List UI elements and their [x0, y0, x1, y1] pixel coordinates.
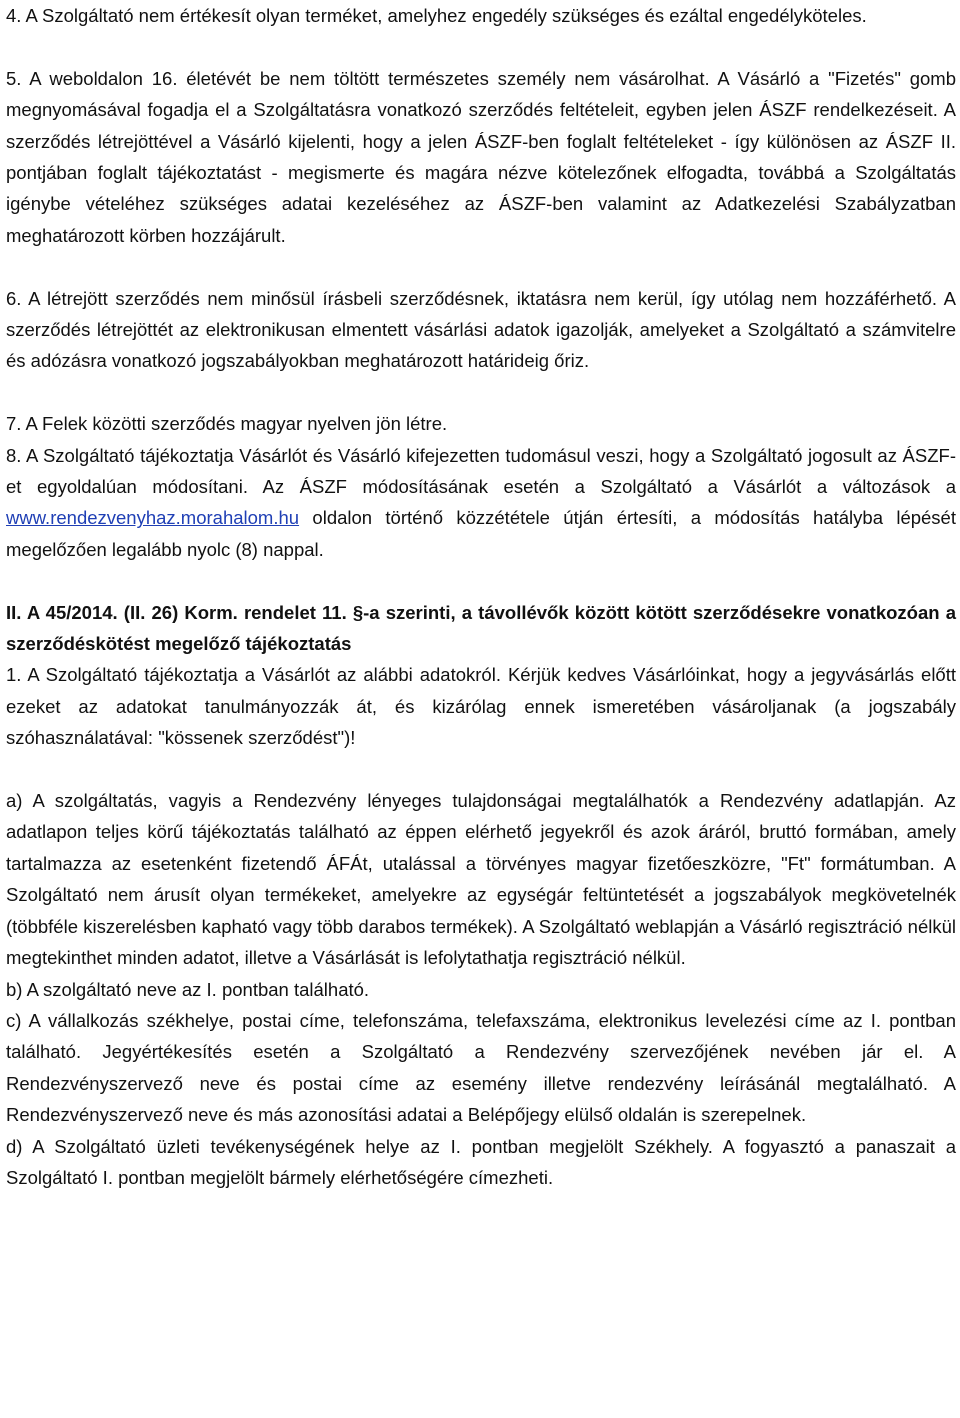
- clause-6: 6. A létrejött szerződés nem minősül írásbeli szerződésnek, iktatásra nem kerül, így utólag nem hozzáférhető. A szerződés létrejöttét az elektronikusan elmentett vásárlási adatok igazolják, amelyeket a Szolgáltató a számvitelre és adózásra vonatkozó jogszabályokban meghatározott határideig őriz.: [6, 287, 956, 372]
- paragraph-gap: [6, 31, 956, 62]
- paragraph-gap: [6, 251, 956, 282]
- paragraph-gap: [6, 754, 956, 785]
- paragraph-gap: [6, 377, 956, 408]
- section-item-a: a) A szolgáltatás, vagyis a Rendezvény lényeges tulajdonságai megtalálhatók a Rendezvény adatlapján. Az adatlapon teljes körű tájékoztatás található az éppen elérhető jegyekről és azok áráról, bruttó formában, amely tartalmazza az esetenként fizetendő ÁFÁt, utalással a törvényes magyar fizetőeszközre, "Ft" formátumban. A Szolgáltató nem árusít olyan termékeket, amelyekre az egységár feltüntetését a jogszabályok megkövetelnék (többféle kiszerelésben kapható vagy több darabos termékek). A Szolgáltató weblapján a Vásárló regisztráció nélkül megtekinthet minden adatot, illetve a Vásárlását is lefolytathatja regisztráció nélkül.: [6, 790, 956, 969]
- paragraph-gap: [6, 565, 956, 596]
- clause-8: [6, 440, 956, 566]
- section-item-c: c) A vállalkozás székhelye, postai címe, telefonszáma, telefaxszáma, elektronikus levelezési címe az I. pontban található. Jegyértékesítés esetén a Szolgáltató a Rendezvény szervezőjének nevében jár el. A Rendezvényszervező neve és postai címe az esemény illetve rendezvény leírásánál megtalálható. A Rendezvényszervező neve és más azonosítási adatai a Belépőjegy elülső oldalán is szerepelnek.: [6, 1009, 956, 1126]
- clause-8-text-before: 8. A Szolgáltató tájékoztatja Vásárlót és Vásárló kifejezetten tudomásul veszi, hogy a Szolgáltató jogosult az ÁSZF-et egyoldalúan módosítani. Az ÁSZF módosításának esetén a Szolgáltató a Vásárlót a változások a: [6, 444, 956, 498]
- section-item-1: 1. A Szolgáltató tájékoztatja a Vásárlót az alábbi adatokról. Kérjük kedves Vásárlóinkat, hogy a jegyvásárlás előtt ezeket az adatokat tanulmányozzák át, és kizárólag ennek ismeretében vásároljanak (a jogszabály szóhasználatával: "kössenek szerződést")!: [6, 664, 956, 749]
- section-item-d: d) A Szolgáltató üzleti tevékenységének helye az I. pontban megjelölt Székhely. A fogyasztó a panaszait a Szolgáltató I. pontban megjelölt bármely elérhetőségére címezheti.: [6, 1135, 956, 1188]
- section-heading: II. A 45/2014. (II. 26) Korm. rendelet 11. §-a szerinti, a távollévők között kötött szerződésekre vonatkozóan a szerződéskötést megelőző tájékoztatás: [6, 601, 956, 655]
- document-body: [6, 0, 956, 1193]
- section-item-b: b) A szolgáltató neve az I. pontban található.: [6, 978, 370, 1000]
- clause-8-text-after: oldalon történő közzététele útján értesíti, a módosítás hatályba lépését megelőzően legalább nyolc (8) nappal.: [6, 507, 956, 560]
- clause-5: 5. A weboldalon 16. életévét be nem töltött természetes személy nem vásárolhat. A Vásárló a "Fizetés" gomb megnyomásával fogadja el a Szolgáltatásra vonatkozó szerződés feltételeit, egyben jelen ÁSZF rendelkezéseit. A szerződés létrejöttével a Vásárló kijelenti, hogy a jelen ÁSZF-ben foglalt feltételeket - így különösen az ÁSZF II. pontjában foglalt tájékoztatást - megismerte és magára nézve kötelezőnek elfogadta, továbbá a Szolgáltatás igénybe vételéhez szükséges adatai kezeléséhez az ÁSZF-ben valamint az Adatkezelési Szabályzatban meghatározott körben hozzájárult.: [6, 67, 956, 246]
- website-link[interactable]: www.rendezvenyhaz.morahalom.hu: [6, 507, 300, 529]
- clause-7: 7. A Felek közötti szerződés magyar nyelven jön létre.: [6, 413, 448, 435]
- clause-4: 4. A Szolgáltató nem értékesít olyan terméket, amelyhez engedély szükséges és ezáltal engedélyköteles.: [6, 5, 867, 26]
